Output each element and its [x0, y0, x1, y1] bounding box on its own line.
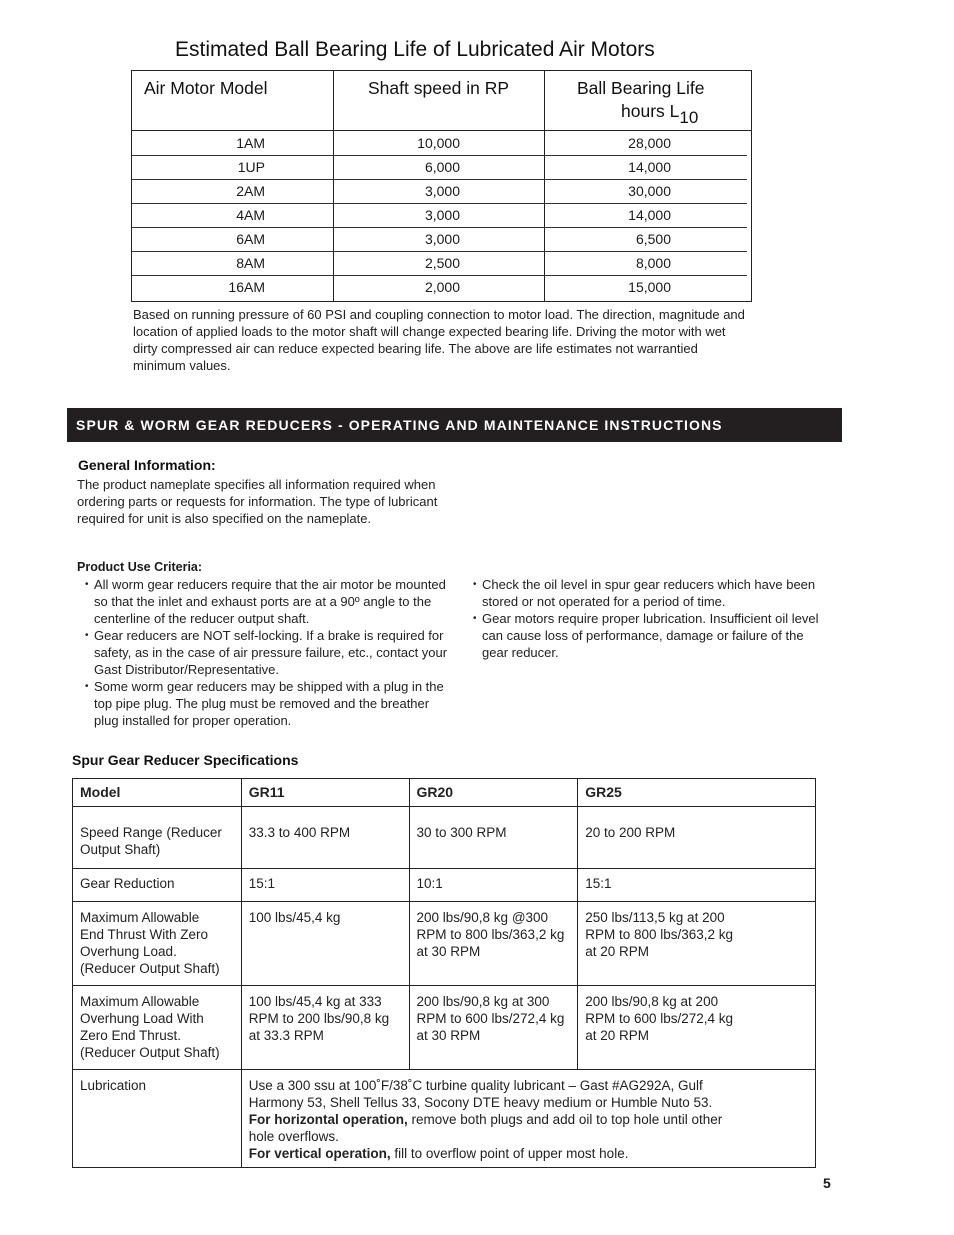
spec-cell-lubrication	[241, 1070, 815, 1168]
bearing-footnote: Based on running pressure of 60 PSI and coupling connection to motor load. The direction, magnitude and location of applied loads to the motor shaft will change expected bearing life. Driving the motor with wet dirty compressed air can reduce expected bearing life. The above are life estimates not warrantied minimum values.	[133, 307, 745, 373]
spec-label: Lubrication	[73, 1070, 242, 1168]
spec-row-lubrication	[73, 1070, 816, 1168]
spec-cell-gr11: 100 lbs/45,4 kg	[241, 902, 409, 986]
bearing-cell-life: 14,000	[628, 207, 671, 223]
spec-row-speed	[73, 807, 816, 869]
bearing-cell-life: 30,000	[628, 183, 671, 199]
bearing-cell-speed: 10,000	[417, 135, 460, 151]
bullet-icon: •	[85, 579, 89, 590]
bearing-cell-model: 16AM	[228, 279, 265, 295]
bearing-cell-life: 6,500	[635, 231, 671, 247]
general-text: The product nameplate specifies all information required when ordering parts or requests for information. The type of lubricant required for unit is also specified on the nameplate.	[77, 477, 438, 526]
row-divider	[132, 179, 747, 180]
spec-cell-gr25: 20 to 200 RPM	[578, 807, 816, 869]
criteria-text: All worm gear reducers require that the air motor be mounted so that the inlet and exhaust ports are at a 90º angle to the centerline of the reducer output shaft.	[94, 577, 446, 626]
spec-label: Gear Reduction	[73, 869, 242, 902]
bearing-cell-model: 2AM	[236, 183, 265, 199]
bearing-cell-speed: 2,500	[424, 255, 460, 271]
spec-cell-gr20: 200 lbs/90,8 kg at 300 RPM to 600 lbs/272,4 kg at 30 RPM	[409, 986, 578, 1070]
spec-row-reduction	[73, 869, 816, 902]
bullet-icon: •	[473, 579, 477, 590]
bearing-cell-speed: 3,000	[424, 183, 460, 199]
criteria-text: Gear reducers are NOT self-locking. If a brake is required for safety, as in the case of air pressure failure, etc., contact your Gast Distributor/Representative.	[94, 628, 448, 677]
bearing-cell-speed: 2,000	[424, 279, 460, 295]
lubrication-text: Use a 300 ssu at 100˚F/38˚C turbine quality lubricant – Gast #AG292A, Gulf Harmony 53, Shell Tellus 33, Socony DTE heavy medium or Humble Nuto 53.	[248, 1078, 713, 1110]
header-life-units: hours $L_{10}$	[621, 101, 699, 127]
spec-label: Maximum Allowable End Thrust With Zero Overhung Load. (Reducer Output Shaft)	[73, 902, 242, 986]
bearing-cell-model: 4AM	[236, 207, 265, 223]
row-divider	[132, 203, 747, 204]
section-banner: SPUR & WORM GEAR REDUCERS - OPERATING AND MAINTENANCE INSTRUCTIONS	[67, 408, 842, 442]
spec-row-end-thrust	[73, 902, 816, 986]
spec-header-row	[73, 779, 816, 807]
row-divider	[132, 227, 747, 228]
bearing-cell-life: 14,000	[628, 159, 671, 175]
spec-heading: Spur Gear Reducer Specifications	[72, 752, 299, 768]
spec-cell-gr25: 200 lbs/90,8 kg at 200 RPM to 600 lbs/272,4 kg at 20 RPM	[578, 986, 816, 1070]
spec-cell-gr25: 250 lbs/113,5 kg at 200 RPM to 800 lbs/363,2 kg at 20 RPM	[578, 902, 816, 986]
horizontal-label: For horizontal operation,	[248, 1112, 408, 1127]
spec-header-gr20: GR20	[409, 779, 578, 807]
criteria-heading: Product Use Criteria:	[77, 560, 203, 574]
criteria-text: Gear motors require proper lubrication. Insufficient oil level can cause loss of performance, damage or failure of the gear reducer.	[482, 611, 819, 660]
header-life: Ball Bearing Life	[577, 78, 705, 98]
spec-table	[72, 778, 816, 1168]
criteria-item	[85, 627, 450, 678]
header-divider	[132, 130, 751, 131]
bearing-cell-model: 1AM	[236, 135, 265, 151]
bearing-cell-life: 15,000	[628, 279, 671, 295]
criteria-item	[85, 678, 450, 729]
header-speed: Shaft speed in RP	[368, 78, 510, 98]
spec-cell-gr25: 15:1	[578, 869, 816, 902]
row-divider	[132, 155, 747, 156]
criteria-text: Some worm gear reducers may be shipped with a plug in the top pipe plug. The plug must be removed and the breather plug installed for proper operation.	[94, 679, 444, 728]
spec-cell-gr11: 15:1	[241, 869, 409, 902]
spec-header-model: Model	[73, 779, 242, 807]
criteria-item	[473, 610, 833, 661]
spec-cell-gr11: 100 lbs/45,4 kg at 333 RPM to 200 lbs/90,8 kg at 33.3 RPM	[241, 986, 409, 1070]
bearing-cell-model: 6AM	[236, 231, 265, 247]
criteria-item	[85, 576, 450, 627]
general-heading: General Information:	[78, 457, 216, 473]
spec-row-overhung	[73, 986, 816, 1070]
bearing-cell-model: 1UP	[237, 159, 265, 175]
bearing-cell-speed: 3,000	[424, 231, 460, 247]
page-number: 5	[823, 1175, 831, 1191]
row-divider	[132, 275, 747, 276]
bearing-cell-life: 8,000	[635, 255, 671, 271]
bullet-icon: •	[473, 613, 477, 624]
vertical-label: For vertical operation,	[248, 1146, 391, 1161]
column-divider	[333, 71, 334, 301]
spec-cell-gr20: 200 lbs/90,8 kg @300 RPM to 800 lbs/363,2 kg at 30 RPM	[409, 902, 578, 986]
criteria-text: Check the oil level in spur gear reducers which have been stored or not operated for a period of time.	[482, 577, 816, 609]
bearing-cell-model: 8AM	[236, 255, 265, 271]
row-divider	[132, 251, 747, 252]
spec-cell-gr20: 10:1	[409, 869, 578, 902]
page-title: Estimated Ball Bearing Life of Lubricated Air Motors	[175, 38, 655, 61]
spec-cell-gr20: 30 to 300 RPM	[409, 807, 578, 869]
spec-label: Speed Range (Reducer Output Shaft)	[73, 807, 242, 869]
criteria-list-left	[85, 576, 450, 729]
horizontal-text: remove both plugs and add oil to top hole until other hole overflows.	[248, 1112, 723, 1144]
bearing-cell-speed: 6,000	[424, 159, 460, 175]
criteria-item	[473, 576, 833, 610]
bearing-cell-life: 28,000	[628, 135, 671, 151]
header-model: Air Motor Model	[144, 78, 268, 98]
bullet-icon: •	[85, 681, 89, 692]
spec-cell-gr11: 33.3 to 400 RPM	[241, 807, 409, 869]
spec-header-gr25: GR25	[578, 779, 816, 807]
column-divider	[544, 71, 545, 301]
bullet-icon: •	[85, 630, 89, 641]
spec-header-gr11: GR11	[241, 779, 409, 807]
spec-label: Maximum Allowable Overhung Load With Zero End Thrust. (Reducer Output Shaft)	[73, 986, 242, 1070]
bearing-cell-speed: 3,000	[424, 207, 460, 223]
vertical-text: fill to overflow point of upper most hole.	[390, 1146, 629, 1161]
criteria-list-right	[473, 576, 833, 661]
bearing-life-table	[131, 70, 752, 302]
